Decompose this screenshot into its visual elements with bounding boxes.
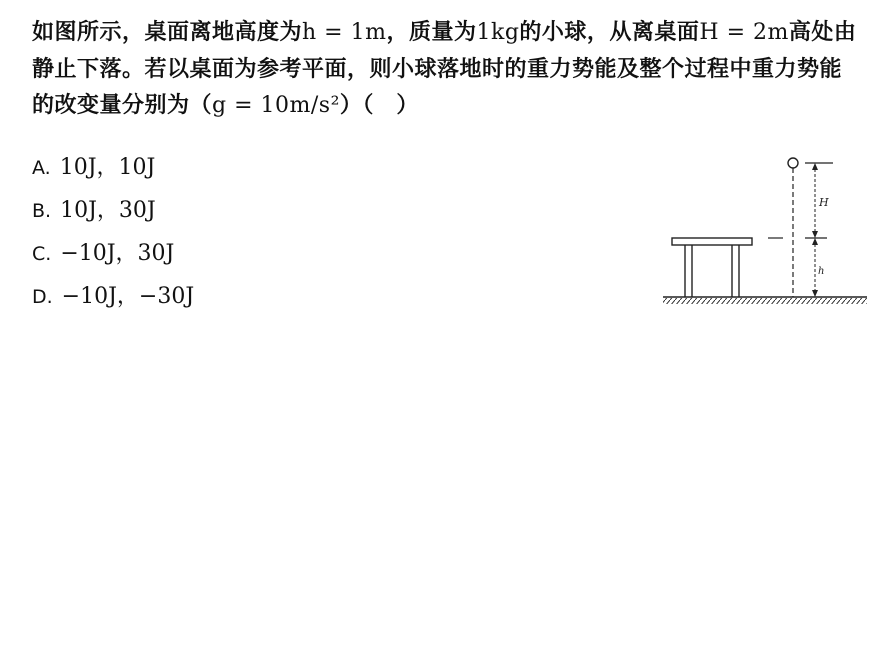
option-b-letter: B. [32, 200, 52, 222]
height-H-arrow [812, 163, 818, 238]
table-ball-figure [655, 150, 871, 310]
option-a[interactable] [32, 146, 194, 189]
option-c-letter: C. [32, 243, 52, 265]
option-b-value: 10J，30J [60, 198, 156, 223]
question-stem [32, 14, 864, 124]
option-d-value: −10J，−30J [61, 284, 195, 309]
question-text-part2: ，质量为 [386, 19, 477, 45]
drop-height-expression: H = 2m [699, 20, 789, 45]
question-text-part1: 如图所示，桌面离地高度为 [32, 19, 303, 45]
option-a-value: 10J，10J [59, 155, 156, 180]
option-c-value: −10J，30J [60, 241, 175, 266]
label-H: H [819, 196, 829, 209]
question-text-part4: 高处由静止下落。若以桌面为参考平面，则小球落地时的重力势能及整个过程中重力势能的改变量分别为（ [32, 19, 857, 118]
table-height-expression: h = 1m [302, 20, 387, 45]
answer-options [32, 146, 194, 318]
ground [663, 297, 867, 304]
option-d[interactable] [32, 275, 194, 318]
option-d-letter: D. [32, 286, 53, 308]
ball [788, 158, 798, 168]
mass-expression: 1kg [476, 20, 520, 45]
option-b[interactable] [32, 189, 194, 232]
gravity-expression: g = 10m/s² [212, 93, 340, 118]
question-text-part3: 的小球，从离桌面 [519, 19, 700, 45]
table [672, 238, 752, 297]
label-h: h [818, 266, 825, 277]
option-c[interactable] [32, 232, 194, 275]
option-a-letter: A. [32, 157, 51, 179]
question-text-part5: ）（ ） [339, 92, 419, 118]
